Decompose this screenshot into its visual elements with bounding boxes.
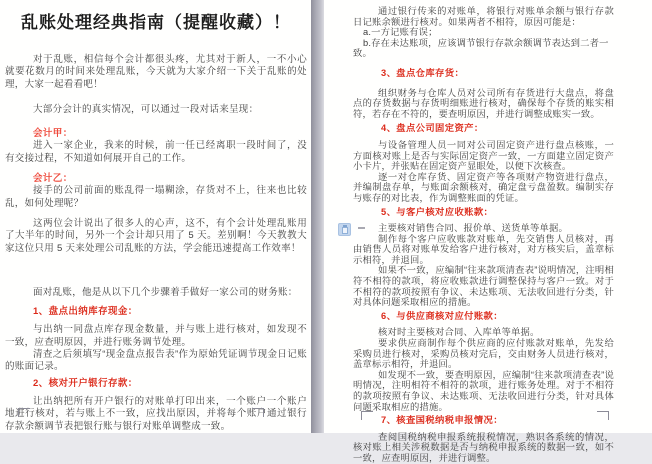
paragraph: 接手的公司前面的账乱得一塌糊涂，存货对不上，往来也比较乱，如何处理呢？ [5, 185, 307, 209]
clipboard-sheet-icon [342, 227, 348, 234]
page-right[interactable] [324, 0, 652, 463]
paragraph: 查阅国税纳税申报系统报税情况，熟识各系统的情况，核对账上相关涉税数据是否与纳税申报系统的数据一致，如不一致，应查明原因，并进行调整。 [353, 431, 614, 463]
text-boundary-mark [252, 408, 264, 417]
page-left[interactable] [0, 0, 311, 433]
section-heading-7: 7、核查国税纳税申报情况： [381, 415, 503, 426]
paragraph: 让出纳把所有开户银行的对账单打印出来，一个账户一个账户地进行核对，若与账上不一致，应找出原因，并将每个账户通过银行存款余额调节表把银行账与银行对账单调整成一致。 [5, 395, 307, 432]
paste-options-widget [338, 223, 368, 237]
paragraph-intro: 对于乱账，相信每个会计都很头疼，尤其对于新人，一不小心就要花数月的时间来处理乱账，今天就为大家介绍一下关于乱账的处理，大家一起看看吧！ [5, 54, 307, 90]
paragraph: 与出纳一同盘点库存现金数量，并与账上进行核对，如发现不一致，应查明原因，并进行账务调节处理。 [5, 324, 307, 348]
document-title: 乱账处理经典指南（提醒收藏）！ [21, 13, 291, 32]
paragraph: 清查之后须填写“现金盘点报告表”作为原始凭证调节现金日记账的账面记录。 [5, 349, 307, 373]
paragraph: 通过银行传来的对账单，将银行对账单余额与银行存款日记账余额进行核对。如果两者不相符，原因可能是： [353, 6, 614, 27]
paragraph: 大部分会计的真实情况，可以通过一段对话来呈现： [33, 103, 259, 115]
text-boundary-mark [597, 411, 609, 420]
list-item-a: a.一方记账有误； [363, 27, 438, 38]
paragraph: 如果不一致，应编制“往来款项清查表”说明情况，注明相符不相符的款项，将应收账款进行调整保持与客户一致。对于不相符的款项按照有争议、未达账项、无法收回进行分类，针对具体问题采取相应的措施。 [353, 265, 614, 308]
speaker-label-b: 会计乙： [33, 173, 73, 185]
paragraph: 要求供应商制作每个供应商的应付账款对账单，先发给采购员进行核对，采购员核对完后，交由财务人员进行核对，盖章标示相符，并退回。 [353, 338, 614, 370]
paste-options-icon[interactable] [338, 223, 351, 236]
page-gap-divider [311, 0, 324, 433]
paragraph: 核对时主要核对合同、入库单等单据。 [378, 327, 540, 338]
paragraph: 组织财务与仓库人员对公司所有存货进行大盘点，将盘点的存货数据与存货明细账进行核对，确保每个存货的账实相符，若存在不符的，要查明原因，并进行调整成账实一致。 [353, 87, 614, 119]
section-heading-6: 6、与供应商核对应付账款： [381, 310, 503, 321]
paragraph: 与设备管理人员一同对公司固定资产进行盘点核账，一方面核对账上是否与实际固定资产一致，一方面建立固定资产小卡片，并张贴在固定资产显眼处，以便下次核查。 [353, 139, 614, 172]
paragraph: 这两位会计说出了很多人的心声，这不，有个会计处理乱账用了大半年的时间，另外一个会计却只用了 5 天。差别啊！今天教教大家这位只用 5 天来处理公司乱账的方法，学会能迅速提高工作效率！ [5, 217, 307, 254]
paragraph: 面对乱账，他是从以下几个步骤着手做好一家公司的财务账： [33, 286, 298, 298]
section-heading-5: 5、与客户核对应收账款： [381, 206, 494, 217]
text-boundary-mark [18, 408, 30, 417]
text-boundary-mark [361, 411, 373, 420]
paragraph: 主要核对销售合同、报价单、送货单等单据。 [378, 223, 568, 234]
paragraph: 进入一家企业，我来的时候，前一任已经离职一段时间了，没有交接过程，不知道如何展开自己的工作。 [5, 140, 307, 164]
section-heading-2: 2、核对开户银行存款： [33, 377, 138, 389]
paragraph: 制作每个客户应收账款对账单，先交销售人员核对，再由销售人员将对账单发给客户进行核对，对方核实后，盖章标示相符，并退回。 [353, 233, 614, 265]
paragraph: 如发现不一致，要查明原因，应编制“往来款项清查表”说明情况，注明相符不相符的款项，进行账务处理。对于不相符的款项按照有争议、未达账项、无法收回进行分类，针对具体问题采取相应的措施。 [353, 369, 614, 412]
section-heading-3: 3、盘点仓库存货： [381, 67, 465, 78]
paragraph: 逐一对仓库存货、固定资产等各项财产物资进行盘点，并编制盘存单，与账面余额核对，确定盘亏盘盈数。编制实存与账存的对比表，作为调整账面的凭证。 [353, 171, 614, 203]
section-heading-4: 4、盘点公司固定资产： [381, 123, 484, 134]
list-item-b: b.存在未达账项，应该调节银行存款余额调节表达到二者一致。 [353, 37, 609, 59]
dropdown-dash-icon [358, 227, 365, 229]
speaker-label-a: 会计甲： [33, 128, 73, 140]
section-heading-1: 1、盘点出纳库存现金： [33, 306, 138, 318]
